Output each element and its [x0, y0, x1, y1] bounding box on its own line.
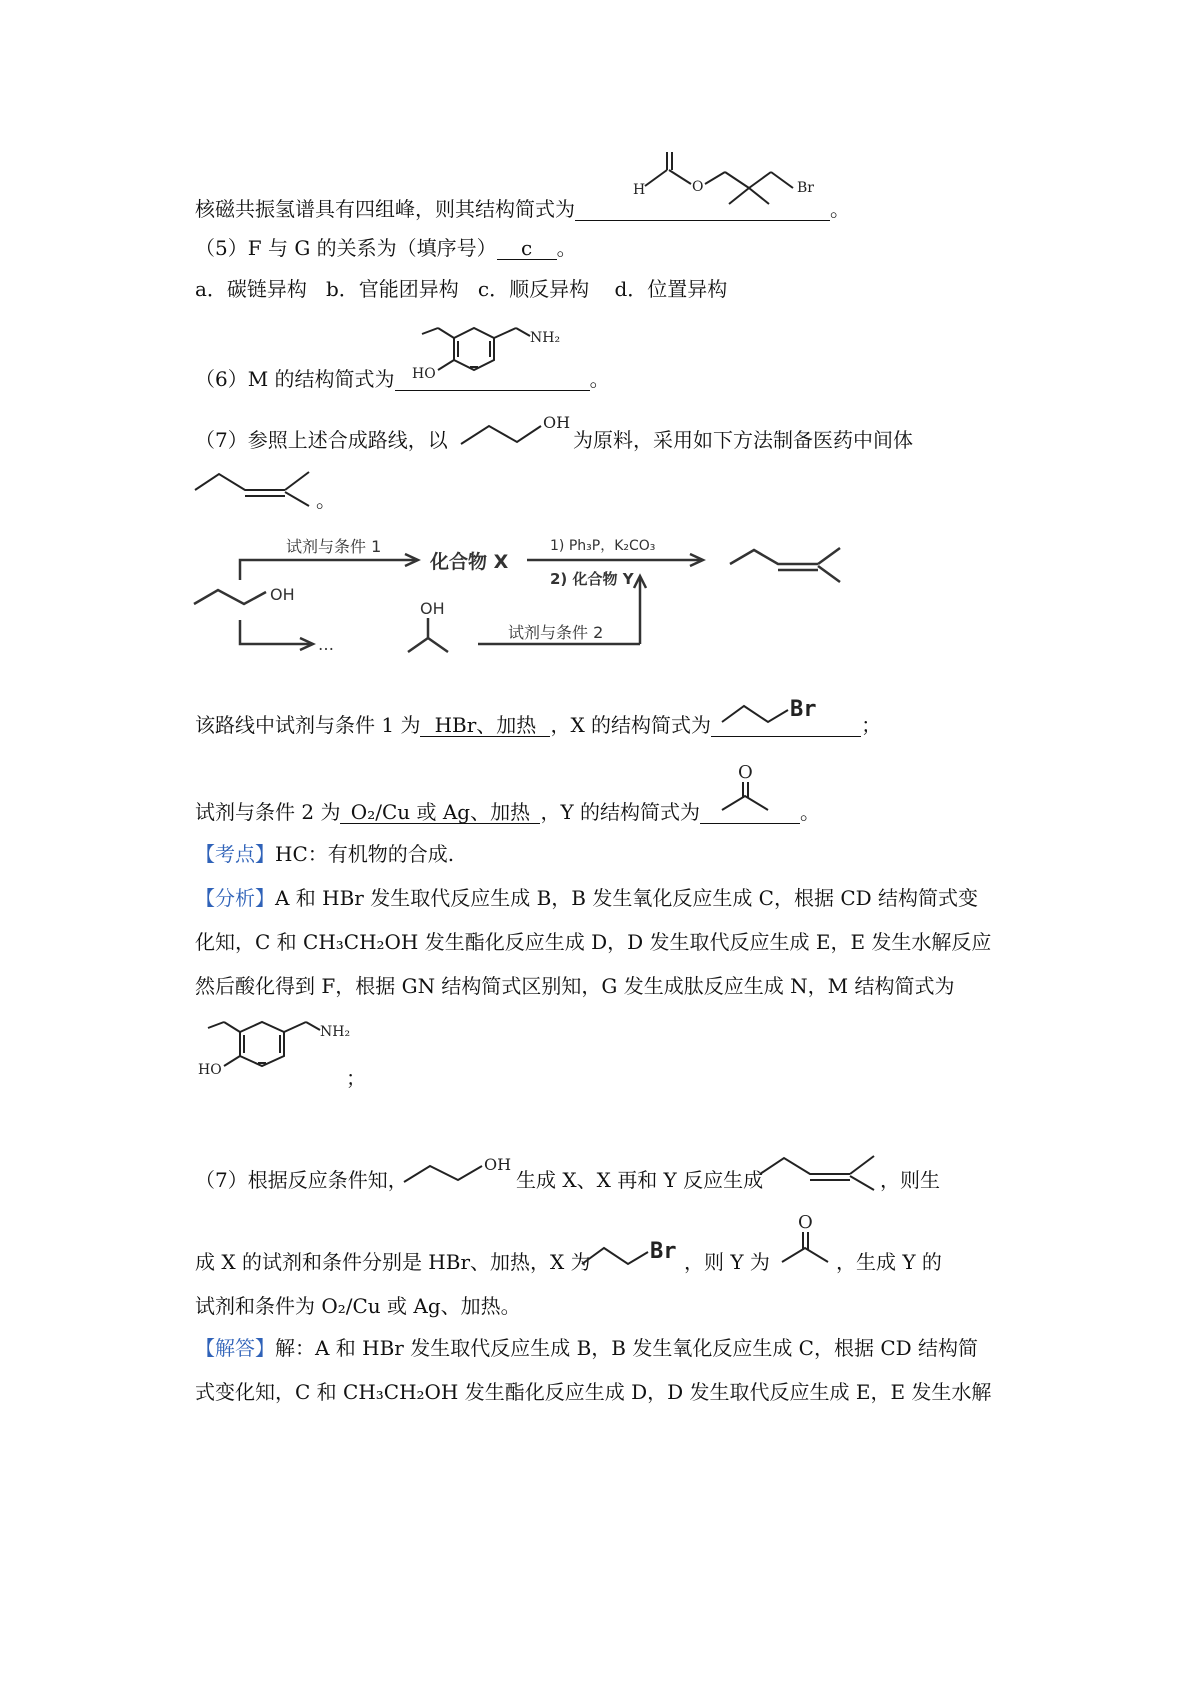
- q5-end: 。: [556, 236, 577, 260]
- fenxi-nh2-label: NH₂: [320, 1024, 351, 1040]
- fenxi-oh-label: OH: [484, 1155, 512, 1174]
- x-br-label: Br: [790, 697, 817, 722]
- q7-ans2-mid: ，Y 的结构简式为: [540, 800, 701, 824]
- fenxi-p7a: （7）根据反应条件知，: [195, 1168, 408, 1192]
- q4-end: 。: [830, 197, 850, 221]
- jieda-line2: 式变化知，C 和 CH₃CH₂OH 发生酯化反应生成 D，D 发生取代反应生成 E，E 发生水解: [195, 1380, 992, 1404]
- q4-answer-blank: [575, 198, 830, 221]
- fenxi-line2: 化知，C 和 CH₃CH₂OH 发生酯化反应生成 D，D 发生取代反应生成 E，E 发生水解反应: [195, 930, 992, 954]
- fenxi-propanol-structure: [398, 1148, 518, 1188]
- ho-label: HO: [412, 366, 436, 382]
- q6-prefix: （6）M 的结构简式为: [195, 367, 395, 391]
- fenxi-br-label: Br: [650, 1239, 677, 1264]
- jieda-tag: 【解答】: [195, 1336, 275, 1360]
- q7-ans2-y-blank: [700, 801, 800, 824]
- fenxi-p7f: ，生成 Y 的: [836, 1250, 942, 1274]
- reaction-scheme: [190, 522, 870, 662]
- q7-ans1-cond1: HBr、加热: [420, 714, 550, 737]
- br-label: Br: [797, 180, 814, 196]
- q7-answer2: [195, 800, 820, 824]
- fenxi-p7b: 生成 X、X 再和 Y 反应生成: [516, 1168, 764, 1192]
- q5-options: a．碳链异构 b．官能团异构 c．顺反异构 d．位置异构: [195, 277, 728, 301]
- propanol-structure: [455, 408, 575, 450]
- fenxi-line1: [195, 886, 978, 910]
- q6-line: [195, 367, 610, 391]
- q7-ans2-cond2: O₂/Cu 或 Ag、加热: [340, 801, 540, 824]
- q6-end: 。: [589, 367, 610, 391]
- q6-answer-blank: [395, 368, 590, 391]
- fenxi-l1: A 和 HBr 发生取代反应生成 B，B 发生氧化反应生成 C，根据 CD 结构简式变: [275, 886, 979, 910]
- target-alkene-structure: [193, 462, 317, 506]
- scheme-cond2: 试剂与条件 2: [508, 623, 604, 642]
- kaodian-text: HC：有机物的合成.: [275, 842, 455, 866]
- q4-line: [195, 197, 850, 221]
- q7-line2-end: 。: [316, 488, 336, 512]
- q7-ans1-mid: ，X 的结构简式为: [550, 713, 712, 737]
- fenxi-semicolon: ；: [346, 1066, 366, 1090]
- kaodian-line: [195, 842, 454, 866]
- q5-answer: c: [497, 237, 557, 260]
- scheme-step2: 2) 化合物 Y: [550, 570, 634, 588]
- nh2-label: NH₂: [530, 330, 561, 346]
- propyl-bromide-structure: [718, 692, 828, 728]
- q5-line: [195, 236, 577, 260]
- scheme-cond1: 试剂与条件 1: [286, 537, 382, 556]
- scheme-compound-x: 化合物 X: [430, 551, 509, 573]
- h-label: H: [633, 182, 646, 198]
- scheme-step1: 1) Ph₃P，K₂CO₃: [550, 538, 656, 554]
- fenxi-tag: 【分析】: [195, 886, 275, 910]
- fenxi-p7g: 试剂和条件为 O₂/Cu 或 Ag、加热。: [195, 1294, 521, 1318]
- fenxi-p7e: ，则 Y 为: [684, 1250, 770, 1274]
- fenxi-ho-label: HO: [198, 1062, 222, 1078]
- fenxi-propyl-bromide-structure: [578, 1232, 688, 1270]
- q7-ans1-end: ；: [861, 713, 882, 737]
- fenxi-vanillylamine-structure: [196, 1014, 356, 1080]
- q7-ans2-end: 。: [800, 800, 821, 824]
- q7-line1a: （7）参照上述合成路线，以: [195, 428, 448, 452]
- scheme-dots: …: [318, 635, 334, 654]
- jieda-line1: [195, 1336, 978, 1360]
- q5-prefix: （5）F 与 G 的关系为（填序号）: [195, 236, 497, 260]
- fenxi-p7c: ，则生: [880, 1168, 940, 1192]
- scheme-propanol-oh: OH: [270, 585, 295, 604]
- q7-line1b: 为原料，采用如下方法制备医药中间体: [573, 428, 913, 452]
- fenxi-acetone-o-label: O: [798, 1212, 813, 1233]
- q7-ans2-prefix: 试剂与条件 2 为: [195, 800, 341, 824]
- q4-text: 核磁共振氢谱具有四组峰，则其结构简式为: [195, 197, 575, 221]
- fenxi-alkene-structure: [758, 1146, 882, 1190]
- scheme-isopropanol-oh: OH: [420, 599, 445, 618]
- acetone-o-label: O: [738, 762, 753, 783]
- fenxi-line3: 然后酸化得到 F，根据 GN 结构简式区别知，G 发生成肽反应生成 N，M 结构简式为: [195, 974, 955, 998]
- jieda-l1: 解：A 和 HBr 发生取代反应生成 B，B 发生氧化反应生成 C，根据 CD 结构简: [275, 1336, 979, 1360]
- fenxi-acetone-structure: [770, 1208, 842, 1264]
- kaodian-tag: 【考点】: [195, 842, 275, 866]
- o-label: O: [692, 179, 704, 195]
- q7-ans1-prefix: 该路线中试剂与条件 1 为: [195, 713, 421, 737]
- fenxi-p7d: 成 X 的试剂和条件分别是 HBr、加热，X 为: [195, 1250, 591, 1274]
- oh-label: OH: [543, 413, 571, 432]
